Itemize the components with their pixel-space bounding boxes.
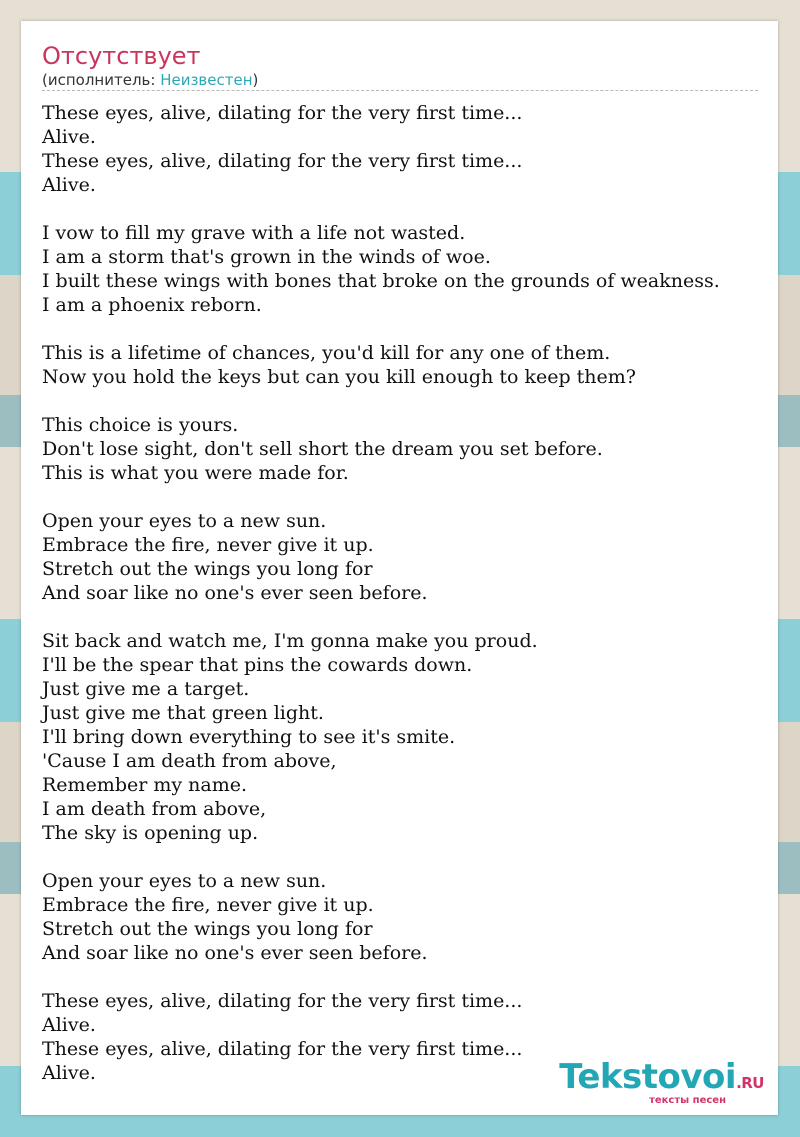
lyric-line: Alive. (42, 126, 96, 148)
lyric-line: Don't lose sight, don't sell short the dream you set before. (42, 438, 603, 460)
lyric-line: The sky is opening up. (42, 822, 259, 844)
title-divider (42, 90, 758, 91)
lyric-line: And soar like no one's ever seen before. (42, 942, 428, 964)
lyric-line: Open your eyes to a new sun. (42, 870, 327, 892)
lyric-line: Embrace the fire, never give it up. (42, 894, 374, 916)
artist-suffix: ) (252, 71, 259, 89)
lyric-line: Just give me a target. (42, 678, 250, 700)
stanza-break (42, 845, 772, 869)
stanza-break (42, 605, 772, 629)
lyric-line: Alive. (42, 1062, 96, 1084)
lyric-line: Now you hold the keys but can you kill enough to keep them? (42, 366, 636, 388)
lyric-line: Stretch out the wings you long for (42, 918, 373, 940)
lyric-line: Just give me that green light. (42, 702, 324, 724)
lyric-line: This choice is yours. (42, 414, 239, 436)
lyrics-text (42, 101, 772, 1085)
logo-tld: .RU (736, 1074, 764, 1092)
lyrics-card (21, 21, 778, 1115)
site-logo[interactable] (559, 1059, 764, 1107)
lyric-line: I am a phoenix reborn. (42, 294, 262, 316)
lyric-line: This is what you were made for. (42, 462, 349, 484)
lyric-line: Remember my name. (42, 774, 248, 796)
lyric-line: I vow to fill my grave with a life not wasted. (42, 222, 466, 244)
artist-prefix: (исполнитель: (42, 71, 161, 89)
lyric-line: Open your eyes to a new sun. (42, 510, 327, 532)
stanza-break (42, 197, 772, 221)
stanza-break (42, 317, 772, 341)
lyric-line: I am death from above, (42, 798, 267, 820)
lyric-line: Alive. (42, 174, 96, 196)
stanza-break (42, 389, 772, 413)
lyric-line: I'll be the spear that pins the cowards down. (42, 654, 473, 676)
lyric-line: I am a storm that's grown in the winds of woe. (42, 246, 491, 268)
stanza-break (42, 485, 772, 509)
logo-name: Tekstovoi (559, 1057, 737, 1097)
lyric-line: 'Cause I am death from above, (42, 750, 337, 772)
lyric-line: These eyes, alive, dilating for the very first time... (42, 102, 523, 124)
lyric-line: These eyes, alive, dilating for the very first time... (42, 990, 523, 1012)
artist-link[interactable]: Неизвестен (160, 71, 253, 89)
lyric-line: I built these wings with bones that broke on the grounds of weakness. (42, 270, 720, 292)
lyric-line: Sit back and watch me, I'm gonna make you proud. (42, 630, 538, 652)
lyric-line: I'll bring down everything to see it's smite. (42, 726, 456, 748)
lyric-line: Alive. (42, 1014, 96, 1036)
lyric-line: And soar like no one's ever seen before. (42, 582, 428, 604)
logo-tagline: тексты песен (649, 1095, 726, 1106)
stanza-break (42, 965, 772, 989)
song-title: Отсутствует (42, 42, 201, 70)
lyric-line: This is a lifetime of chances, you'd kill for any one of them. (42, 342, 611, 364)
lyric-line: These eyes, alive, dilating for the very first time... (42, 1038, 523, 1060)
artist-line (42, 70, 258, 90)
lyric-line: These eyes, alive, dilating for the very first time... (42, 150, 523, 172)
lyric-line: Embrace the fire, never give it up. (42, 534, 374, 556)
lyric-line: Stretch out the wings you long for (42, 558, 373, 580)
